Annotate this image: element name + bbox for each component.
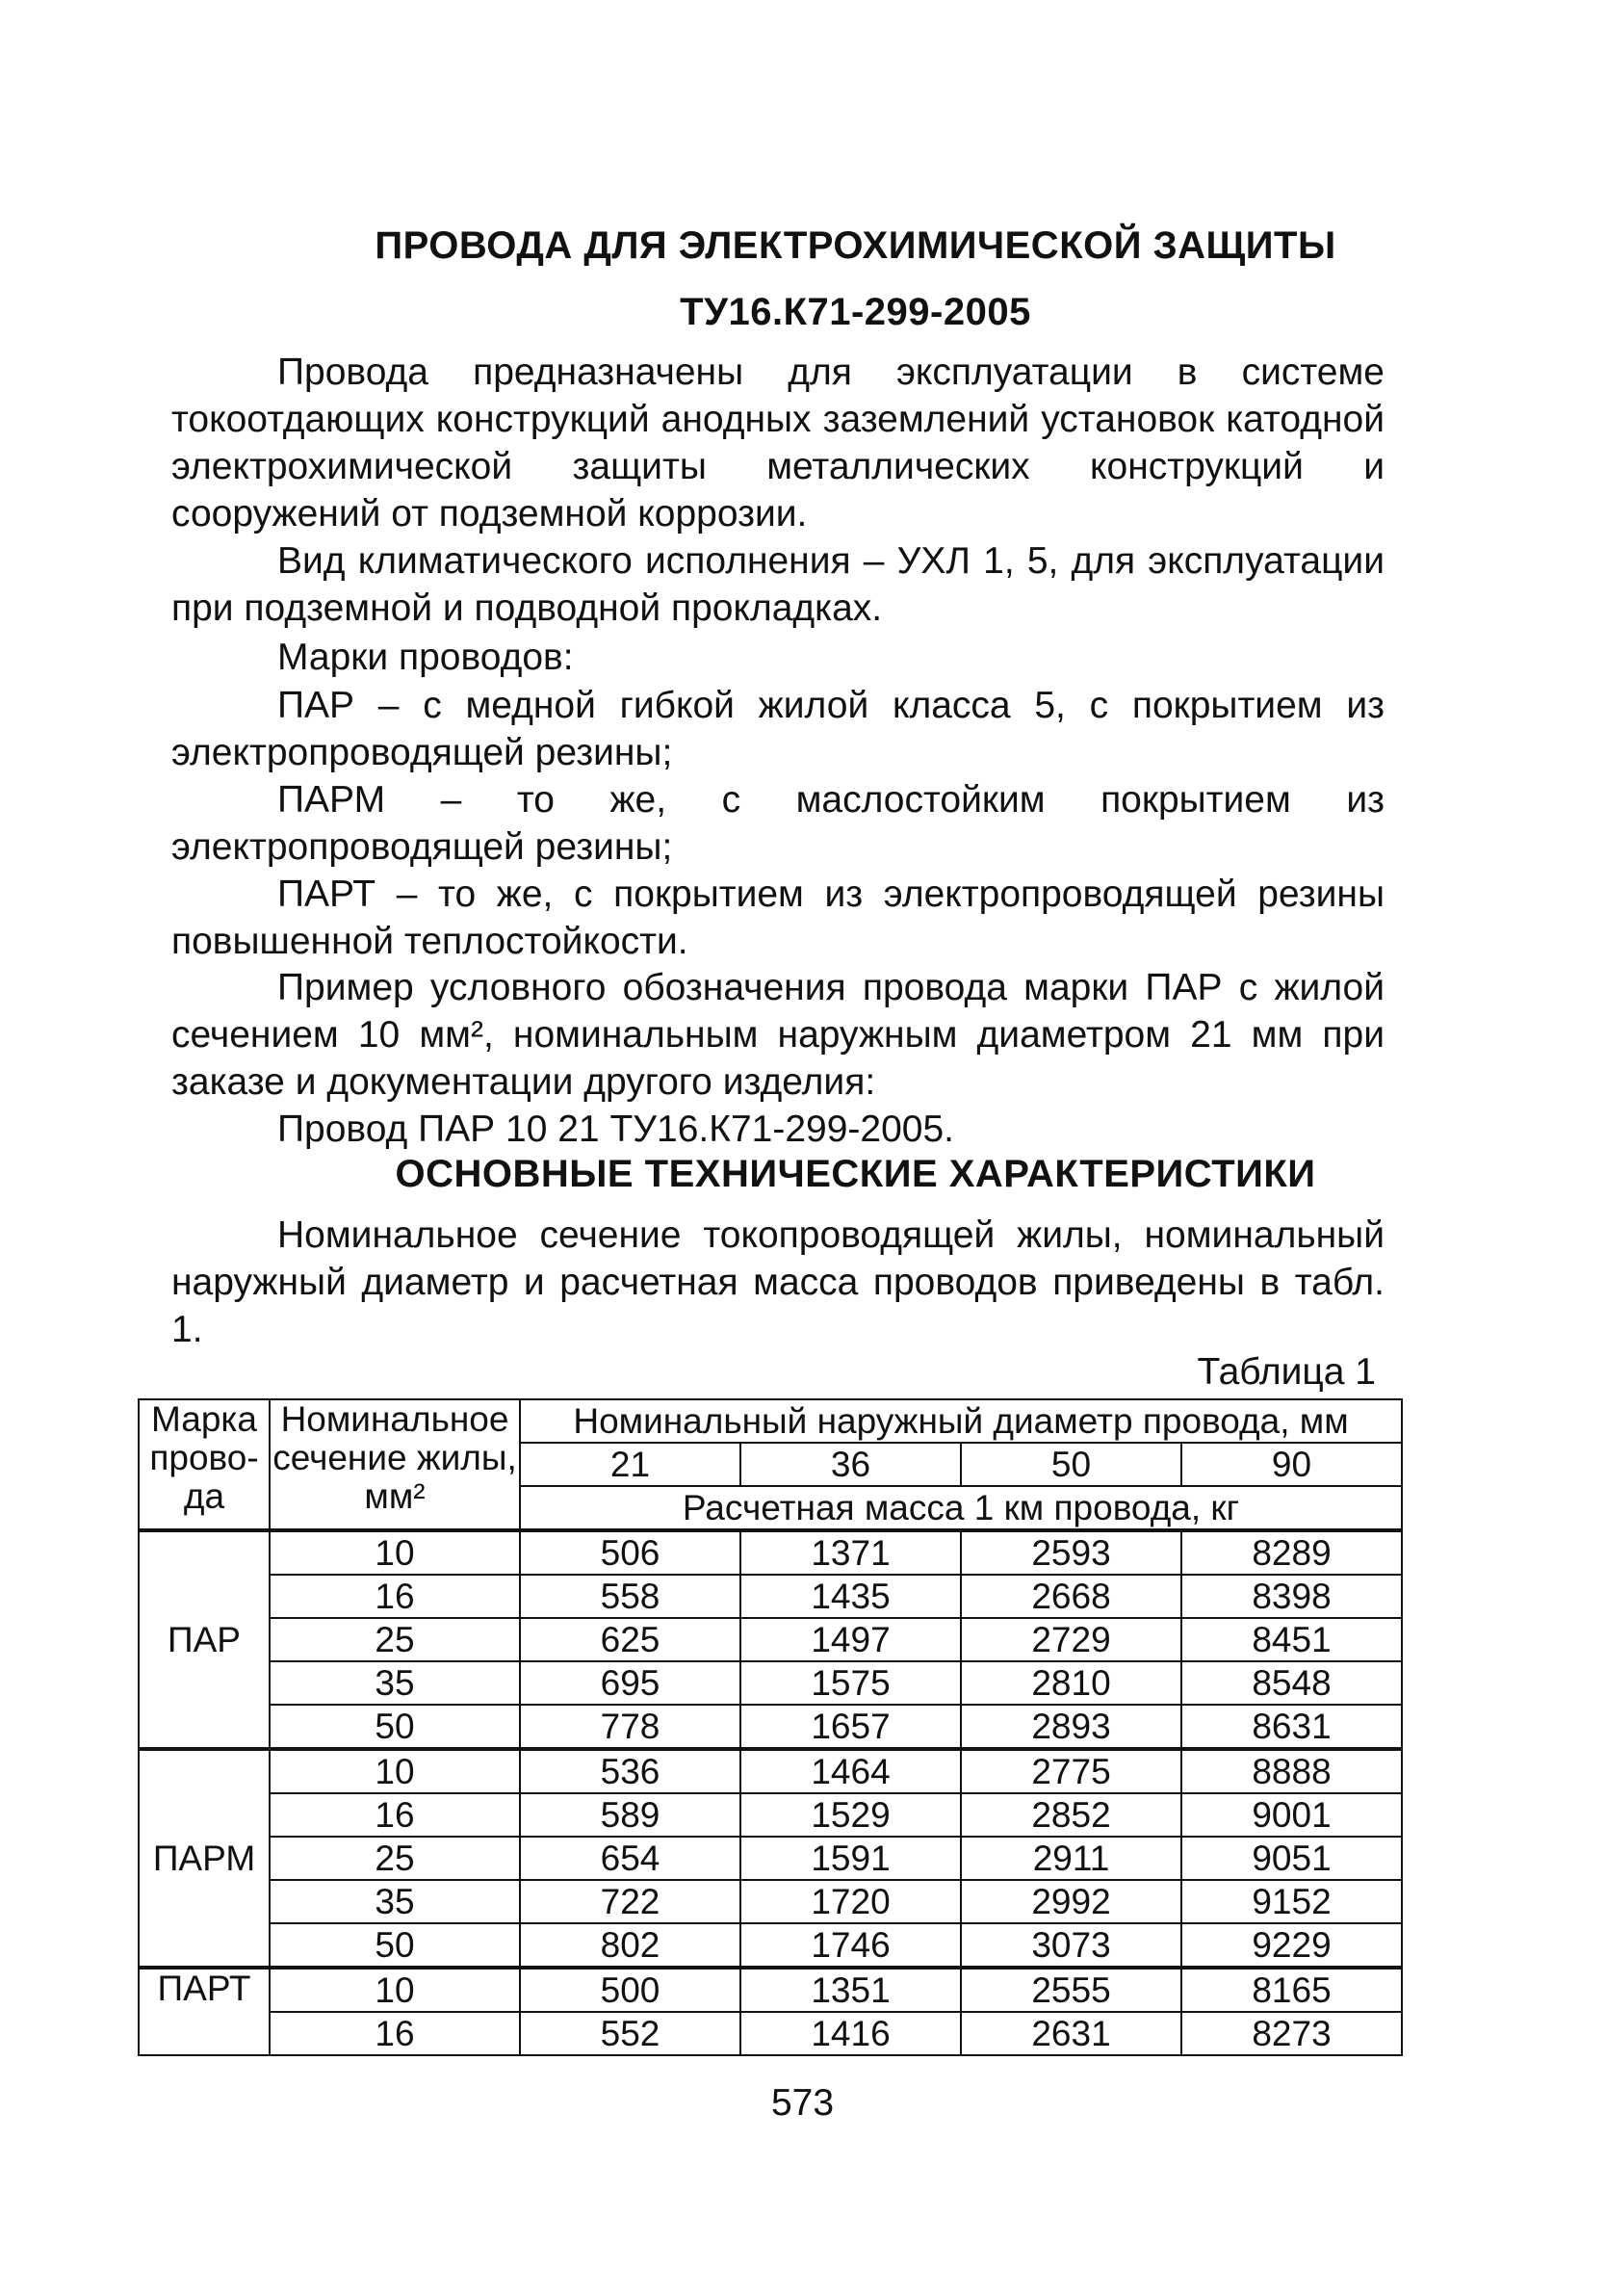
cell-mass: 8548	[1181, 1661, 1402, 1705]
cell-mass: 8888	[1181, 1749, 1402, 1793]
table-caption: Таблица 1	[1197, 1351, 1376, 1393]
table-row	[139, 1705, 1402, 1749]
cell-mass: 2911	[961, 1837, 1181, 1880]
paragraph-section: Номинальное сечение токопроводящей жилы, номинальный наружный диаметр и расчетная масса проводов приведены в табл. 1.	[171, 1214, 1385, 1350]
cell-mass: 8289	[1181, 1530, 1402, 1575]
cell-mass: 1720	[740, 1880, 961, 1923]
table-row	[139, 1968, 1402, 2012]
header-diameter: 50	[961, 1443, 1181, 1486]
cell-mass: 9229	[1181, 1923, 1402, 1968]
cell-section: 16	[270, 1793, 520, 1837]
paragraph-climate: Вид климатического исполнения – УХЛ 1, 5, для эксплуатации при подземной и подводной прокладках.	[171, 540, 1385, 629]
cell-mass: 8631	[1181, 1705, 1402, 1749]
cell-mass: 8273	[1181, 2012, 1402, 2055]
cell-mass: 9001	[1181, 1793, 1402, 1837]
cell-brand: ПАР	[139, 1530, 270, 1749]
cell-mass: 695	[520, 1661, 740, 1705]
cell-section: 16	[270, 1575, 520, 1618]
cell-mass: 778	[520, 1705, 740, 1749]
cell-mass: 3073	[961, 1923, 1181, 1968]
cell-section: 10	[270, 1968, 520, 2012]
table-row	[139, 2012, 1402, 2055]
cell-mass: 2555	[961, 1968, 1181, 2012]
table-row	[139, 1575, 1402, 1618]
cell-section: 50	[270, 1705, 520, 1749]
paragraph-brand-part: ПАРТ – то же, с покрытием из электропроводящей резины повышенной теплостойкости.	[171, 874, 1385, 962]
data-table	[138, 1398, 1403, 2056]
header-diameter: 90	[1181, 1443, 1402, 1486]
cell-mass: 9051	[1181, 1837, 1402, 1880]
cell-mass: 2893	[961, 1705, 1181, 1749]
cell-mass: 1497	[740, 1618, 961, 1661]
cell-mass: 589	[520, 1793, 740, 1837]
cell-mass: 1746	[740, 1923, 961, 1968]
table-row	[139, 1530, 1402, 1575]
cell-mass: 558	[520, 1575, 740, 1618]
header-diameter: 36	[740, 1443, 961, 1486]
paragraph-purpose: Провода предназначены для эксплуатации в системе токоотдающих конструкций анодных заземлений установок катодной электрохимической защиты металлических конструкций и сооружений от подземной коррозии.	[171, 352, 1385, 535]
cell-mass: 1464	[740, 1749, 961, 1793]
cell-section: 16	[270, 2012, 520, 2055]
paragraph-brand-parm: ПАРМ – то же, с маслостойким покрытием из электропроводящей резины;	[171, 779, 1385, 868]
cell-mass: 2668	[961, 1575, 1181, 1618]
cell-brand: ПАРТ	[139, 1968, 270, 2055]
cell-mass: 2729	[961, 1618, 1181, 1661]
header-brand: Марка прово-да	[139, 1399, 270, 1530]
cell-mass: 8165	[1181, 1968, 1402, 2012]
paragraph-brands-intro: Марки проводов:	[277, 637, 574, 678]
cell-section: 35	[270, 1661, 520, 1705]
cell-mass: 1351	[740, 1968, 961, 2012]
cell-mass: 2631	[961, 2012, 1181, 2055]
header-section: Номинальное сечение жилы, мм²	[270, 1399, 520, 1530]
cell-mass: 506	[520, 1530, 740, 1575]
cell-mass: 654	[520, 1837, 740, 1880]
cell-brand: ПАРМ	[139, 1749, 270, 1968]
table-row	[139, 1661, 1402, 1705]
document-title: ПРОВОДА ДЛЯ ЭЛЕКТРОХИМИЧЕСКОЙ ЗАЩИТЫ	[375, 224, 1336, 267]
cell-section: 25	[270, 1618, 520, 1661]
table-row	[139, 1618, 1402, 1661]
cell-mass: 1371	[740, 1530, 961, 1575]
spec-number: ТУ16.К71-299-2005	[680, 291, 1031, 333]
table-row	[139, 1880, 1402, 1923]
cell-mass: 8398	[1181, 1575, 1402, 1618]
cell-mass: 8451	[1181, 1618, 1402, 1661]
paragraph-example: Пример условного обозначения провода марки ПАР с жилой сечением 10 мм², номинальным наружным диаметром 21 мм при заказе и документации другого изделия:	[171, 967, 1385, 1103]
cell-mass: 1657	[740, 1705, 961, 1749]
section-title: ОСНОВНЫЕ ТЕХНИЧЕСКИЕ ХАРАКТЕРИСТИКИ	[395, 1153, 1316, 1195]
table-row	[139, 1749, 1402, 1793]
cell-section: 35	[270, 1880, 520, 1923]
cell-section: 25	[270, 1837, 520, 1880]
cell-mass: 1575	[740, 1661, 961, 1705]
cell-mass: 1529	[740, 1793, 961, 1837]
page-number: 573	[770, 2082, 835, 2124]
cell-section: 10	[270, 1749, 520, 1793]
cell-mass: 1591	[740, 1837, 961, 1880]
cell-section: 50	[270, 1923, 520, 1968]
cell-mass: 536	[520, 1749, 740, 1793]
cell-mass: 552	[520, 2012, 740, 2055]
header-diameter-group: Номинальный наружный диаметр провода, мм	[520, 1399, 1402, 1443]
header-mass-group: Расчетная масса 1 км провода, кг	[520, 1486, 1402, 1530]
cell-mass: 1435	[740, 1575, 961, 1618]
table-row	[139, 1837, 1402, 1880]
header-diameter: 21	[520, 1443, 740, 1486]
table-row	[139, 1793, 1402, 1837]
cell-section: 10	[270, 1530, 520, 1575]
table-row	[139, 1923, 1402, 1968]
cell-mass: 2992	[961, 1880, 1181, 1923]
paragraph-brand-par: ПАР – с медной гибкой жилой класса 5, с покрытием из электропроводящей резины;	[171, 685, 1385, 773]
paragraph-designation: Провод ПАР 10 21 ТУ16.К71-299-2005.	[277, 1109, 954, 1150]
cell-mass: 2852	[961, 1793, 1181, 1837]
cell-mass: 722	[520, 1880, 740, 1923]
cell-mass: 500	[520, 1968, 740, 2012]
cell-mass: 2810	[961, 1661, 1181, 1705]
cell-mass: 2593	[961, 1530, 1181, 1575]
cell-mass: 1416	[740, 2012, 961, 2055]
cell-mass: 2775	[961, 1749, 1181, 1793]
cell-mass: 625	[520, 1618, 740, 1661]
cell-mass: 9152	[1181, 1880, 1402, 1923]
cell-mass: 802	[520, 1923, 740, 1968]
